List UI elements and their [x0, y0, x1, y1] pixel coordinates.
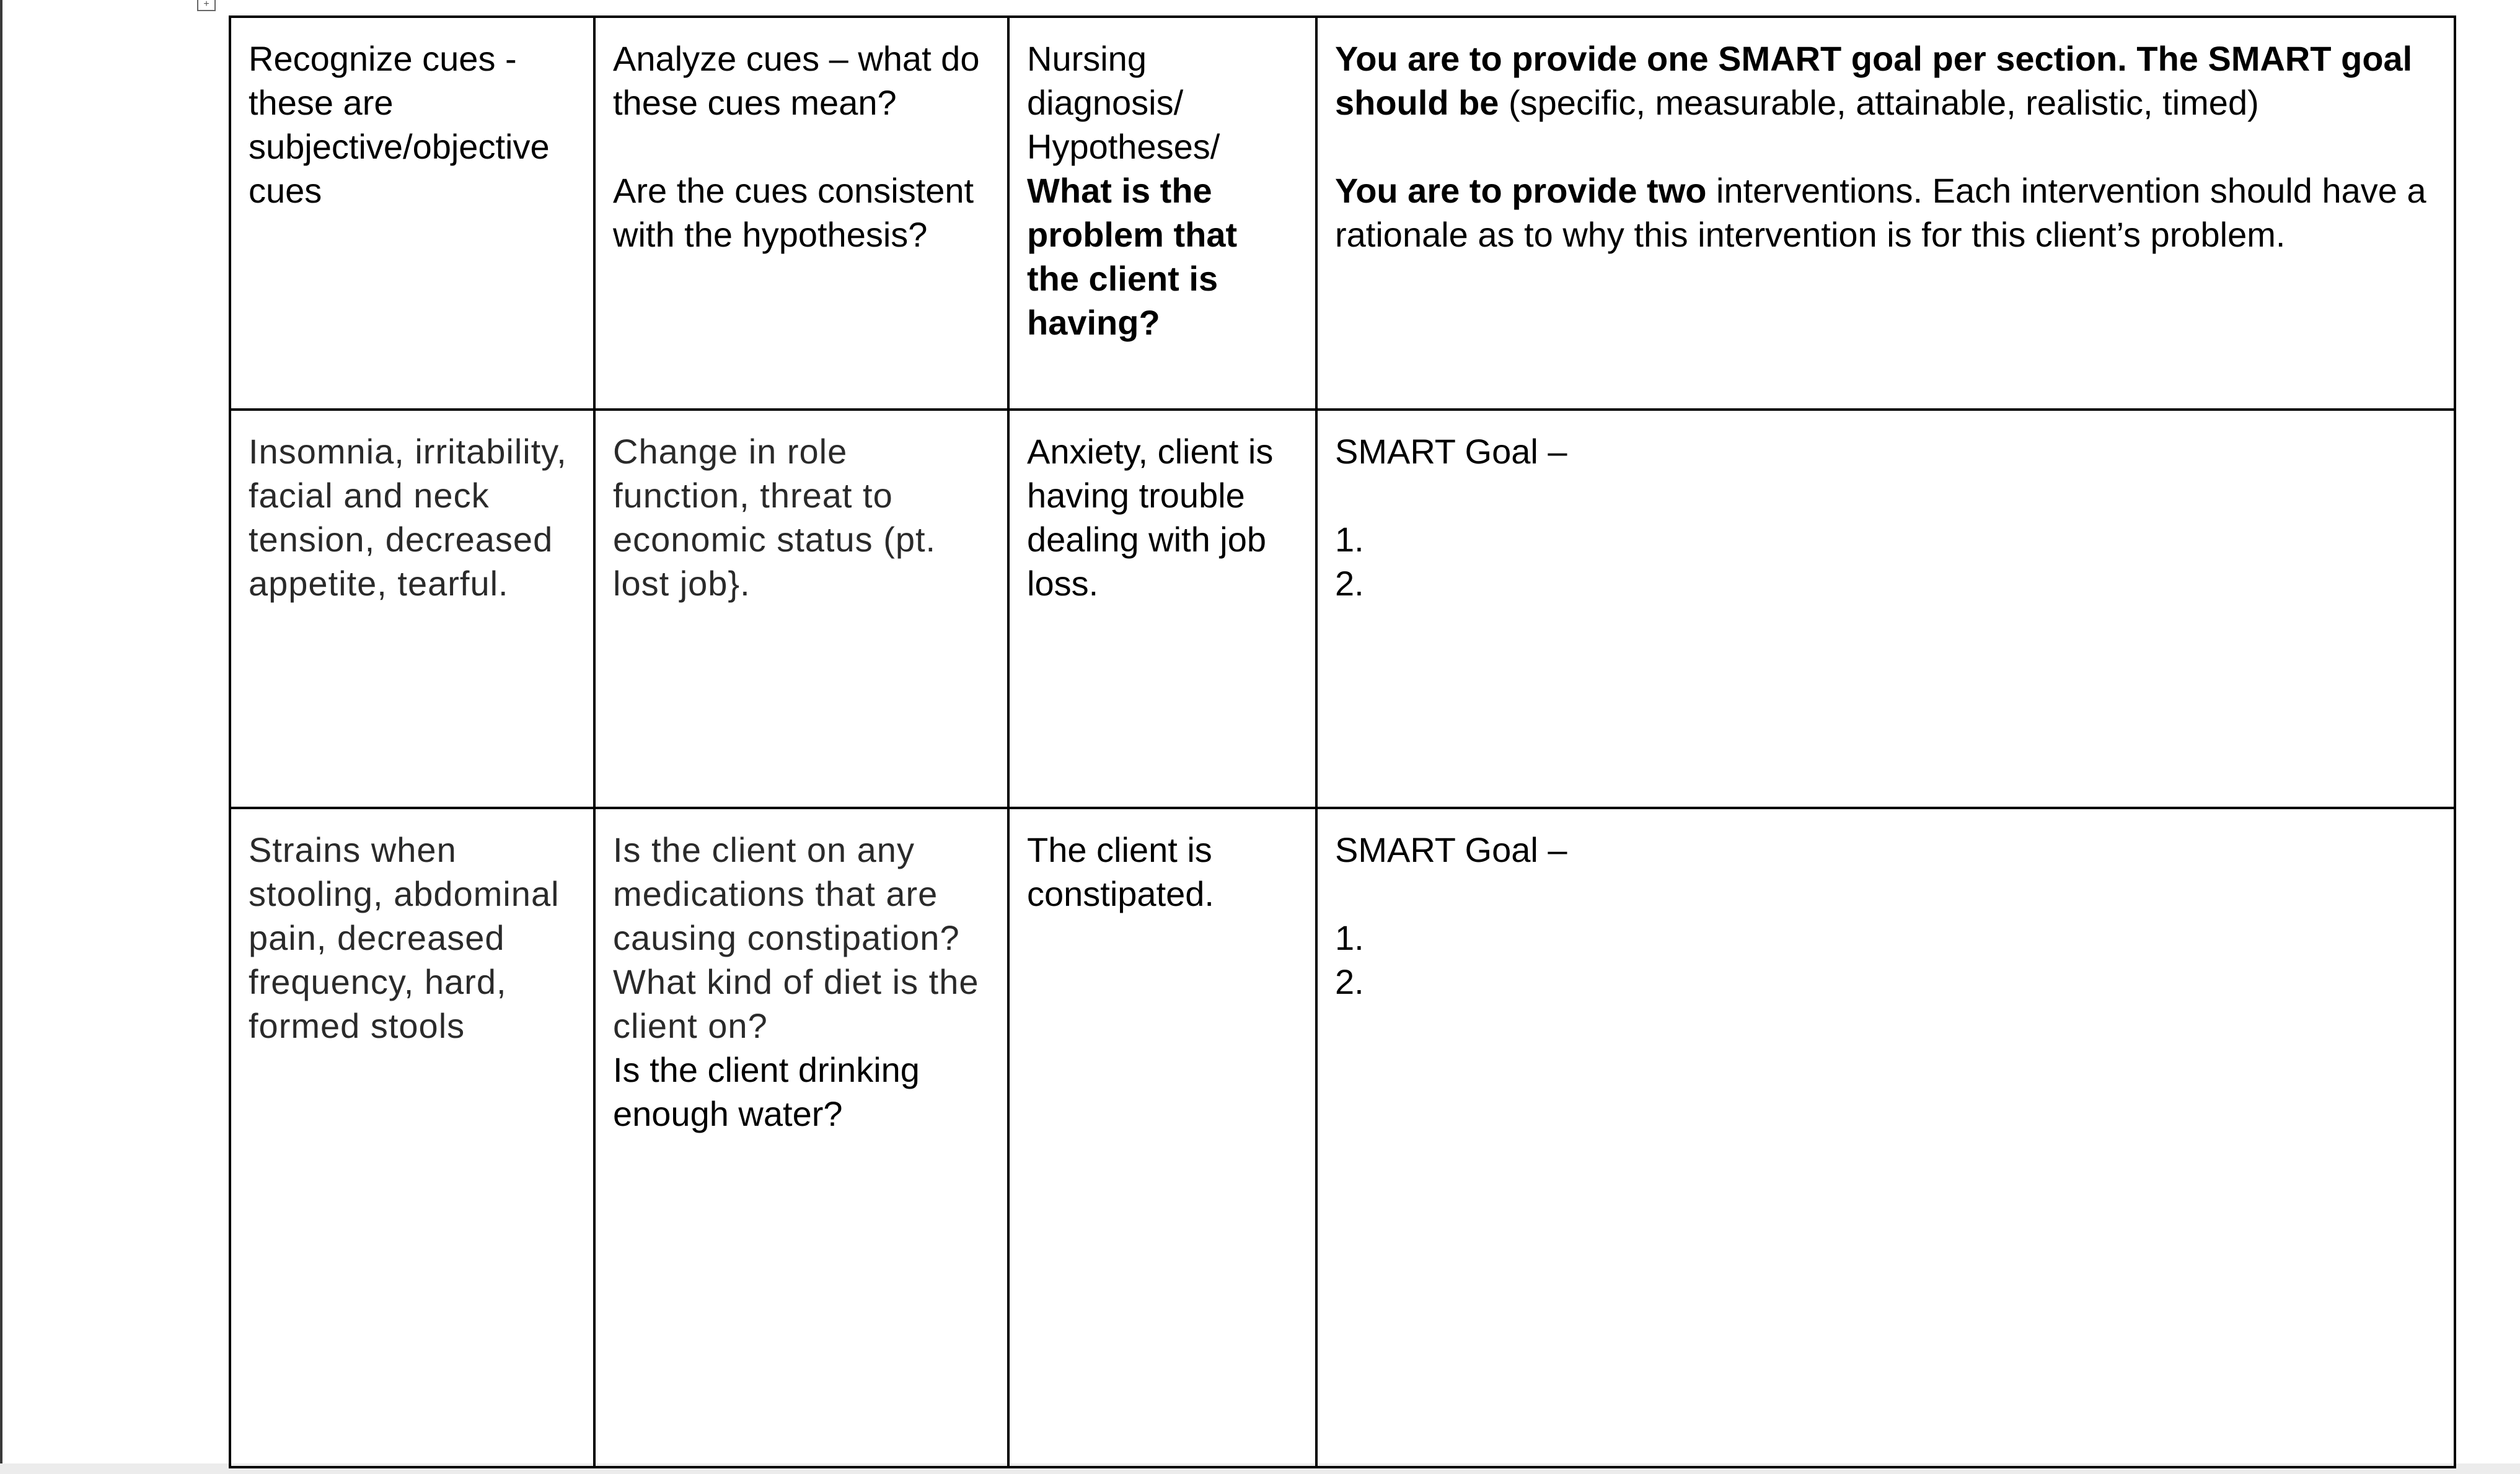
intervention-instruction	[1335, 169, 2436, 257]
header-cell-recognize-cues[interactable]	[230, 17, 594, 410]
header-nursing-diagnosis-label: Nursing diagnosis/ Hypotheses/	[1027, 39, 1220, 166]
paragraph-gap	[1335, 872, 2436, 916]
table-move-handle-icon[interactable]: +	[197, 0, 216, 11]
diagnosis-text: The client is constipated.	[1027, 830, 1214, 913]
smart-goal-instruction	[1335, 37, 2436, 125]
diagnosis-text: Anxiety, client is having trouble dealing with job loss.	[1027, 432, 1274, 603]
diagnosis-cell[interactable]	[1008, 410, 1316, 808]
intervention-instruction-detail: interventions. Each intervention should have a rationale as to why this intervention is for this client’s problem.	[1335, 171, 2426, 254]
smart-goal-instruction-bold: You are to provide one SMART goal per section. The SMART goal should be	[1335, 39, 2413, 122]
analysis-cell[interactable]	[594, 410, 1008, 808]
intervention-item-2: 2.	[1335, 564, 1364, 603]
cues-text: Insomnia, irritability, facial and neck tension, decreased appetite, tearful.	[249, 432, 567, 603]
window-left-border	[0, 0, 2, 1474]
smart-goal-label: SMART Goal –	[1335, 830, 1567, 869]
analysis-text: Change in role function, threat to economic status (pt. lost job}.	[613, 432, 936, 603]
intervention-item-1: 1.	[1335, 918, 1364, 957]
header-cell-analyze-cues[interactable]	[594, 17, 1008, 410]
cues-cell[interactable]	[230, 808, 594, 1467]
intervention-instruction-bold: You are to provide two	[1335, 171, 1707, 210]
analysis-text: Is the client on any medications that are causing constipation? What kind of diet is the client on?	[613, 830, 979, 1045]
cues-cell[interactable]	[230, 410, 594, 808]
table-row	[230, 808, 2455, 1467]
header-analyze-cues-question: Analyze cues – what do these cues mean?	[613, 39, 980, 122]
intervention-item-1: 1.	[1335, 520, 1364, 559]
paragraph-gap	[613, 125, 990, 169]
paragraph-gap	[1335, 473, 2436, 517]
analysis-cell[interactable]	[594, 808, 1008, 1467]
header-cell-instructions[interactable]	[1316, 17, 2455, 410]
care-plan-table	[229, 15, 2456, 1468]
analysis-water-question: Is the client drinking enough water?	[613, 1050, 920, 1133]
header-cell-nursing-diagnosis[interactable]	[1008, 17, 1316, 410]
header-recognize-cues-text: Recognize cues - these are subjective/objective cues	[249, 39, 550, 210]
cues-text: Strains when stooling, abdominal pain, decreased frequency, hard, formed stools	[249, 830, 560, 1045]
diagnosis-cell[interactable]	[1008, 808, 1316, 1467]
smart-goal-cell[interactable]	[1316, 410, 2455, 808]
smart-goal-cell[interactable]	[1316, 808, 2455, 1467]
smart-goal-label: SMART Goal –	[1335, 432, 1567, 471]
header-consistency-question: Are the cues consistent with the hypothesis?	[613, 171, 974, 254]
header-problem-question: What is the problem that the client is having?	[1027, 171, 1238, 342]
intervention-item-2: 2.	[1335, 962, 1364, 1001]
table-row	[230, 410, 2455, 808]
smart-goal-criteria: (specific, measurable, attainable, realistic, timed)	[1499, 83, 2259, 122]
table-header-row	[230, 17, 2455, 410]
paragraph-gap	[1335, 125, 2436, 169]
